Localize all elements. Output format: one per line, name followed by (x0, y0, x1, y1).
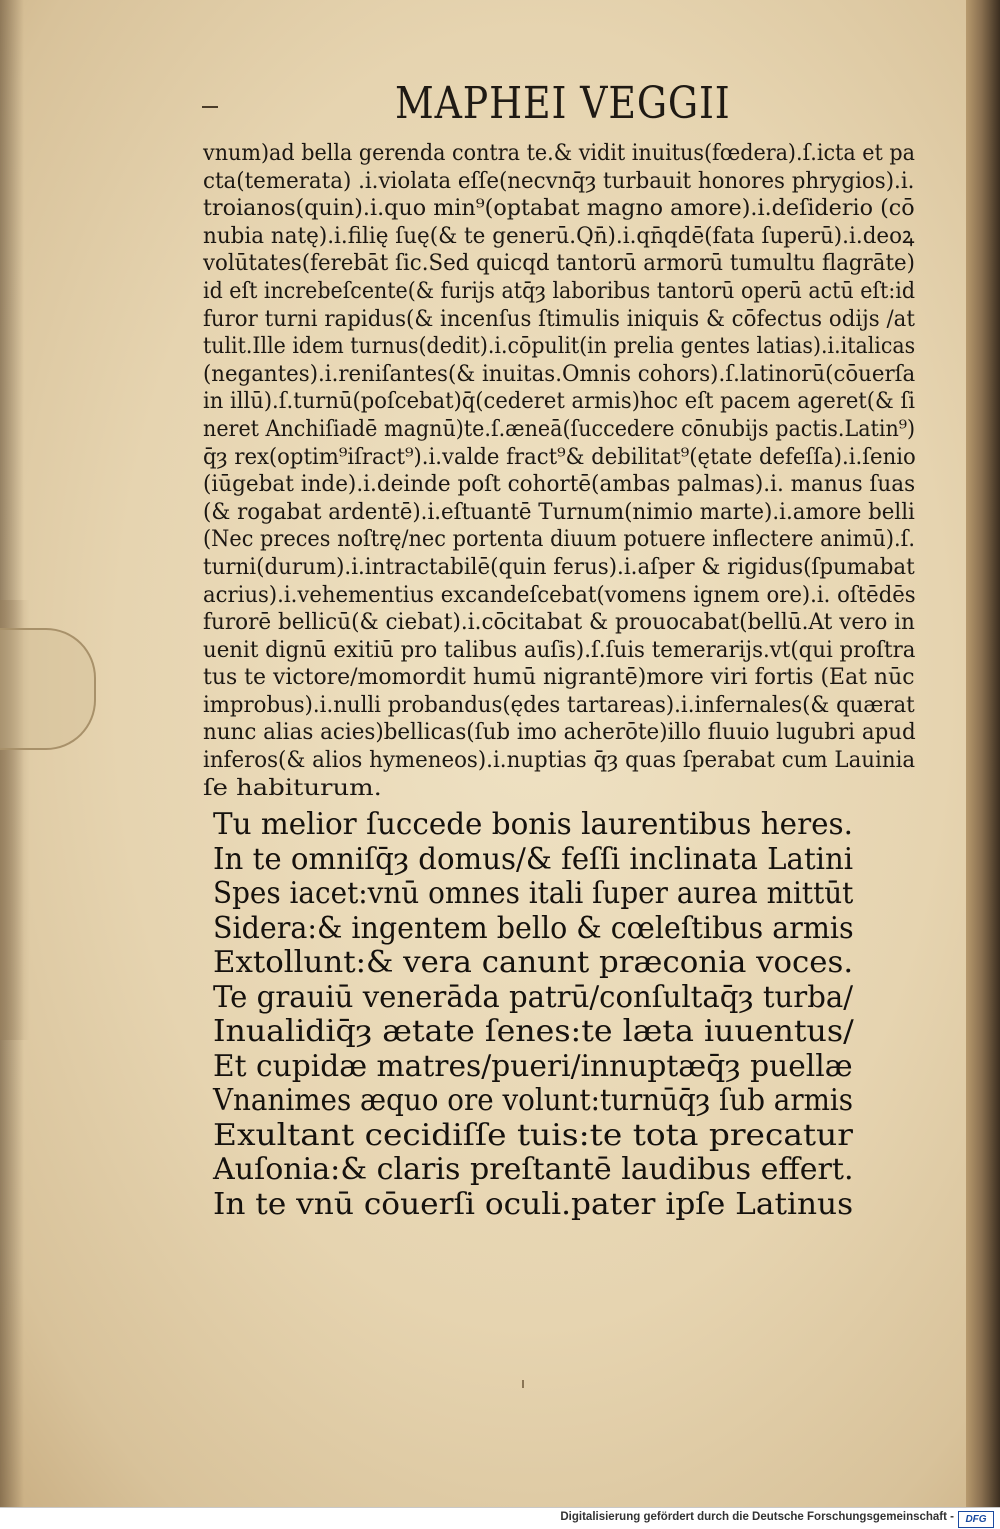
digitization-footer (0, 1507, 1000, 1529)
commentary-line: uenit dignū exitiū pro talibus auſis).ſ.ſuis temerarijs.vt(qui proſtra (203, 636, 916, 663)
ink-mark (522, 1380, 524, 1388)
commentary-line: acrius).i.vehementius excandeſcebat(vomens ignem ore).i. oſtēdēs (203, 581, 916, 608)
commentary-line: vnum)ad bella gerenda contra te.& vidit inuitus(fœdera).ſ.icta et pa (203, 140, 916, 166)
commentary-line: ſe habiturum. (203, 774, 382, 801)
head-dash (202, 106, 218, 108)
commentary-line: q̄ȝ rex(optim⁹iſract⁹).i.valde fract⁹& debilitat⁹(ętate defeſſa).i.ſenio (203, 443, 916, 470)
verse-line: In te omniſq̄ȝ domus/& feſſi inclinata Latini (213, 841, 854, 877)
commentary-line: volūtates(ferebāt ſic.Sed quicqd tantorū armorū tumultu flagrāte) (203, 250, 915, 277)
commentary-line: inferos(& alios hymeneos).i.nuptias q̄ȝ quas ſperabat cum Lauinia (203, 747, 916, 774)
commentary-line: in illū).ſ.turnū(poſcebat)q̄(cederet armis)hoc eſt pacem ageret(& ſi (203, 388, 916, 415)
commentary-line: turni(durum).i.intractabilē(quin ferus).i.aſper & rigidus(ſpumabat (203, 553, 915, 580)
running-head: MAPHEI VEGGII (395, 78, 731, 129)
funding-credit: Digitalisierung gefördert durch die Deutsche Forschungsgemeinschaft - (560, 1511, 954, 1523)
commentary-line: tulit.Ille idem turnus(dedit).i.cōpulit(in prelia gentes latias).i.italicas (203, 333, 916, 360)
commentary-line: nubia natę).i.filię ſuę(& te generū.Qn̄).i.qn̄qdē(fata ſuperū).i.deoꝝ (203, 222, 915, 249)
commentary-line: troianos(quin).i.quo min⁹(optabat magno amore).i.deſiderio (cō (203, 195, 915, 222)
commentary-line: improbus).i.nulli probandus(ędes tartareas).i.infernales(& quærat (203, 691, 915, 718)
commentary-line: (Nec preces noſtrę/nec portenta diuum potuere inflectere animū).ſ. (203, 526, 915, 553)
commentary-line: furorē bellicū(& ciebat).i.cōcitabat & prouocabat(bellū.At vero in (203, 609, 915, 636)
verse-line: Spes iacet:vnū omnes itali ſuper aurea mittūt (213, 876, 854, 911)
verse-block (213, 808, 913, 1222)
commentary-line: cta(temerata) .i.violata eſſe(necvnq̄ȝ turbauit honores phrygios).i. (203, 167, 915, 194)
verse-line: Te grauiū venerāda patrū/conſultaq̄ȝ turba/ (213, 979, 854, 1015)
commentary-line: tus te victore/momordit humū nigrantē)more viri fortis (Eat nūc (203, 664, 915, 691)
commentary-line: id eſt increbeſcente(& furijs atq̄ȝ laboribus tantorū operū actū eſt:id (203, 277, 916, 304)
commentary-line: neret Anchiſiadē magnū)te.ſ.æneā(ſuccedere cōnubijs pactis.Latin⁹) (203, 415, 916, 442)
commentary-line: furor turni rapidus(& incenſus ſtimulis iniquis & cōfectus odijs /at (203, 305, 915, 332)
verse-line: Auſonia:& claris preſtantē laudibus effert. (213, 1152, 854, 1187)
verse-line: Tu melior ſuccede bonis laurentibus heres. (213, 807, 853, 842)
verse-line: Vnanimes æquo ore volunt:turnūq̄ȝ ſub armis (213, 1083, 854, 1118)
commentary-line: (& rogabat ardentē).i.eſtuantē Turnum(nimio marte).i.amore belli (203, 498, 915, 525)
verse-line: Et cupidæ matres/pueri/innuptæq̄ȝ puellæ (213, 1048, 853, 1084)
verse-line: In te vnū cōuerſi oculi.pater ipſe Latinus (213, 1186, 854, 1222)
verse-line: Sidera:& ingentem bello & cœleſtibus armis (213, 910, 854, 946)
dfg-logo-icon: DFG (958, 1511, 994, 1528)
bookmark-outline (0, 628, 96, 750)
page-edge (966, 0, 1000, 1508)
commentary-block (203, 140, 923, 802)
verse-line: Extollunt:& vera canunt præconia voces. (213, 945, 854, 980)
commentary-line: nunc alias acies)bellicas(ſub imo acherōte)illo fluuio lugubri apud (203, 719, 916, 746)
verse-line: Exultant cecidiſſe tuis:te tota precatur (213, 1117, 853, 1153)
verse-line: Inualidiq̄ȝ ætate ſenes:te læta iuuentus/ (213, 1014, 854, 1049)
commentary-line: (iūgebat inde).i.deinde poſt cohortē(ambas palmas).i. manus ſuas (203, 471, 916, 498)
commentary-line: (negantes).i.reniſantes(& inuitas.Omnis cohors).ſ.latinorū(cōuerſa (203, 360, 916, 387)
